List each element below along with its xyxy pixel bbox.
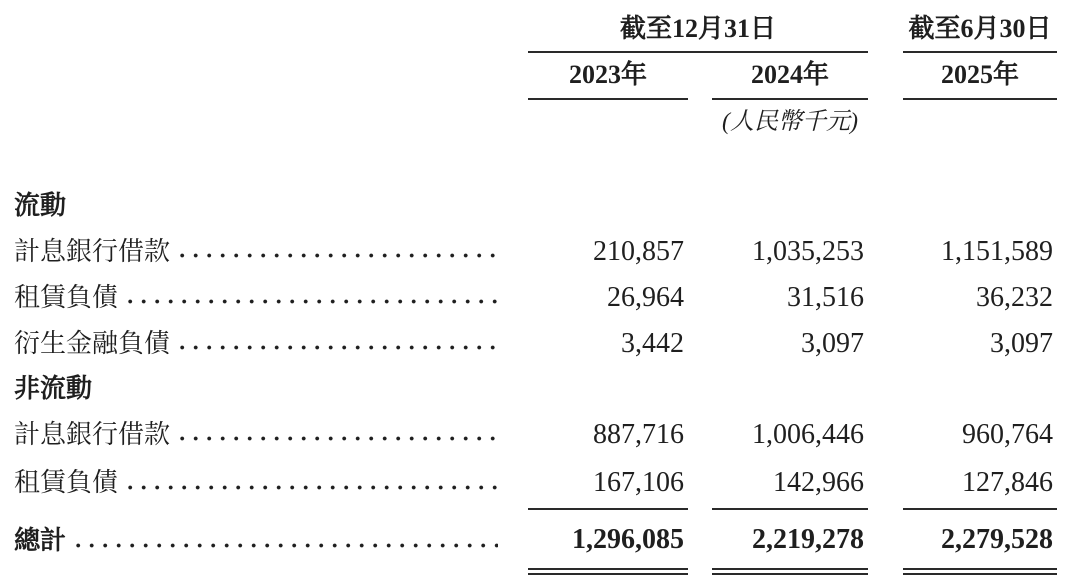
dot-leader (180, 253, 498, 258)
spacer-row (14, 144, 1057, 184)
borrowings-table (14, 8, 1057, 575)
row-label: 衍生金融負債 (14, 328, 171, 358)
cell-value: 127,846 (903, 458, 1057, 509)
cell-value: 26,964 (607, 281, 684, 313)
table-row (14, 458, 1057, 509)
year-header-2025: 2025年 (903, 52, 1057, 99)
cell-value: 1,006,446 (752, 418, 865, 450)
row-label: 計息銀行借款 (14, 236, 171, 266)
total-value: 1,296,085 (528, 509, 688, 572)
cell-value: 1,035,253 (752, 235, 865, 267)
cell-value: 31,516 (787, 281, 865, 313)
table-row (14, 275, 1057, 321)
total-label: 總計 (14, 525, 67, 555)
year-header-2023: 2023年 (528, 52, 688, 99)
dot-leader (180, 345, 498, 350)
cell-value: 887,716 (593, 418, 684, 450)
total-value: 2,219,278 (712, 509, 868, 572)
row-label: 租賃負債 (14, 282, 119, 312)
currency-note-row (14, 99, 1057, 144)
section-row-current (14, 184, 1057, 229)
period-header-jun30: 截至6月30日 (903, 8, 1057, 52)
total-row (14, 509, 1057, 572)
cell-value: 167,106 (528, 458, 688, 509)
cell-value: 960,764 (962, 418, 1054, 450)
dot-leader (128, 485, 498, 490)
column-gap (688, 52, 712, 99)
dot-leader (128, 299, 498, 304)
column-gap (868, 8, 903, 52)
section-label: 非流動 (14, 374, 93, 404)
row-label: 計息銀行借款 (14, 419, 171, 449)
dot-leader (76, 543, 498, 548)
period-header-row (14, 8, 1057, 52)
cell-value: 1,151,589 (941, 235, 1054, 267)
total-value: 2,279,528 (903, 509, 1057, 572)
row-label: 租賃負債 (14, 468, 119, 498)
year-header-row (14, 52, 1057, 99)
year-header-2024: 2024年 (712, 52, 868, 99)
cell-value: 36,232 (976, 281, 1054, 313)
cell-value: 210,857 (593, 235, 684, 267)
section-label: 流動 (14, 191, 67, 221)
table-row (14, 412, 1057, 458)
table-row (14, 321, 1057, 367)
cell-value: 142,966 (712, 458, 868, 509)
currency-note: (人民幣千元) (722, 108, 858, 135)
period-header-dec31: 截至12月31日 (528, 8, 868, 52)
table-row (14, 229, 1057, 275)
cell-value: 3,097 (801, 327, 865, 359)
column-gap (868, 52, 903, 99)
header-label-spacer (14, 8, 528, 52)
cell-value: 3,097 (990, 327, 1054, 359)
section-row-noncurrent (14, 367, 1057, 412)
cell-value: 3,442 (621, 327, 684, 359)
dot-leader (180, 436, 498, 441)
header-label-spacer (14, 52, 528, 99)
